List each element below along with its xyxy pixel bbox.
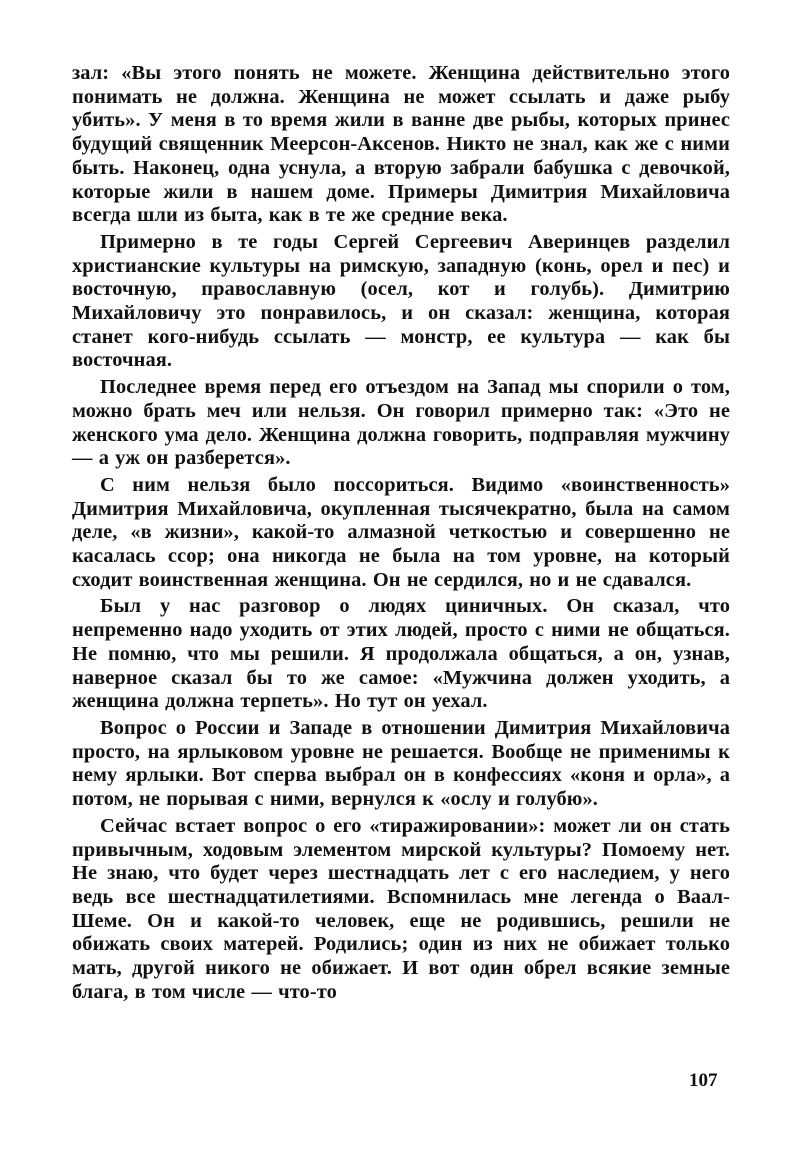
paragraph-2: Примерно в те годы Сергей Сергеевич Аверинцев разделил христианские культуры на римскую, западную (конь, орел и пес) и восточную, православную (осел, кот и голубь). Димитрию Михайловичу это понравилось, и он сказал: женщина, которая станет кого-нибудь ссылать — монстр, ее культура — как бы восточная.: [72, 230, 730, 372]
page-body: [72, 62, 730, 1092]
page-number: 107: [689, 1070, 718, 1091]
paragraph-6: Вопрос о России и Западе в отношении Димитрия Михайловича просто, на ярлыковом уровне не решается. Вообще не применимы к нему ярлыки. Вот сперва выбрал он в конфессиях «коня и орла», а потом, не порывая с ними, вернулся к «ослу и голубю».: [72, 716, 730, 811]
paragraph-5: Был у нас разговор о людях циничных. Он сказал, что непременно надо уходить от этих людей, просто с ними не общаться. Не помню, что мы решили. Я продолжала общаться, а он, узнав, наверное сказал бы то же самое: «Мужчина должен уходить, а женщина должна терпеть». Но тут он уехал.: [72, 595, 730, 713]
paragraph-4: С ним нельзя было поссориться. Видимо «воинственность» Димитрия Михайловича, окупленная тысячекратно, была на самом деле, «в жизни», какой-то алмазной четкостью и совершенно не касалась ссор; она никогда не была на том уровне, на который сходит воинственная женщина. Он не сердился, но и не сдавался.: [72, 473, 730, 591]
paragraph-1: зал: «Вы этого понять не можете. Женщина действительно этого понимать не должна. Женщина не может ссылать и даже рыбу убить». У меня в то время жили в ванне две рыбы, которых принес будущий священник Меерсон-Аксенов. Никто не знал, как же с ними быть. Наконец, одна уснула, а вторую забрали бабушка с девочкой, которые жили в нашем доме. Примеры Димитрия Михайловича всегда шли из быта, как в те же средние века.: [72, 62, 730, 227]
paragraph-3: Последнее время перед его отъездом на Запад мы спорили о том, можно брать меч или нельзя. Он говорил примерно так: «Это не женского ума дело. Женщина должна говорить, подправляя мужчину — а уж он разберется».: [72, 376, 730, 470]
paragraph-7: Сейчас встает вопрос о его «тиражировании»: может ли он стать привычным, ходовым элементом мирской культуры? Помоему нет. Не знаю, что будет через шестнадцать лет с его наследием, у него ведь все шестнадцатилетиями. Вспомнилась мне легенда о Ваал-Шеме. Он и какой-то человек, еще не родившись, решили не обижать своих матерей. Родились; один из них не обижает только мать, другой никого не обижает. И вот один обрел всякие земные блага, в том числе — что-то: [72, 814, 730, 1003]
